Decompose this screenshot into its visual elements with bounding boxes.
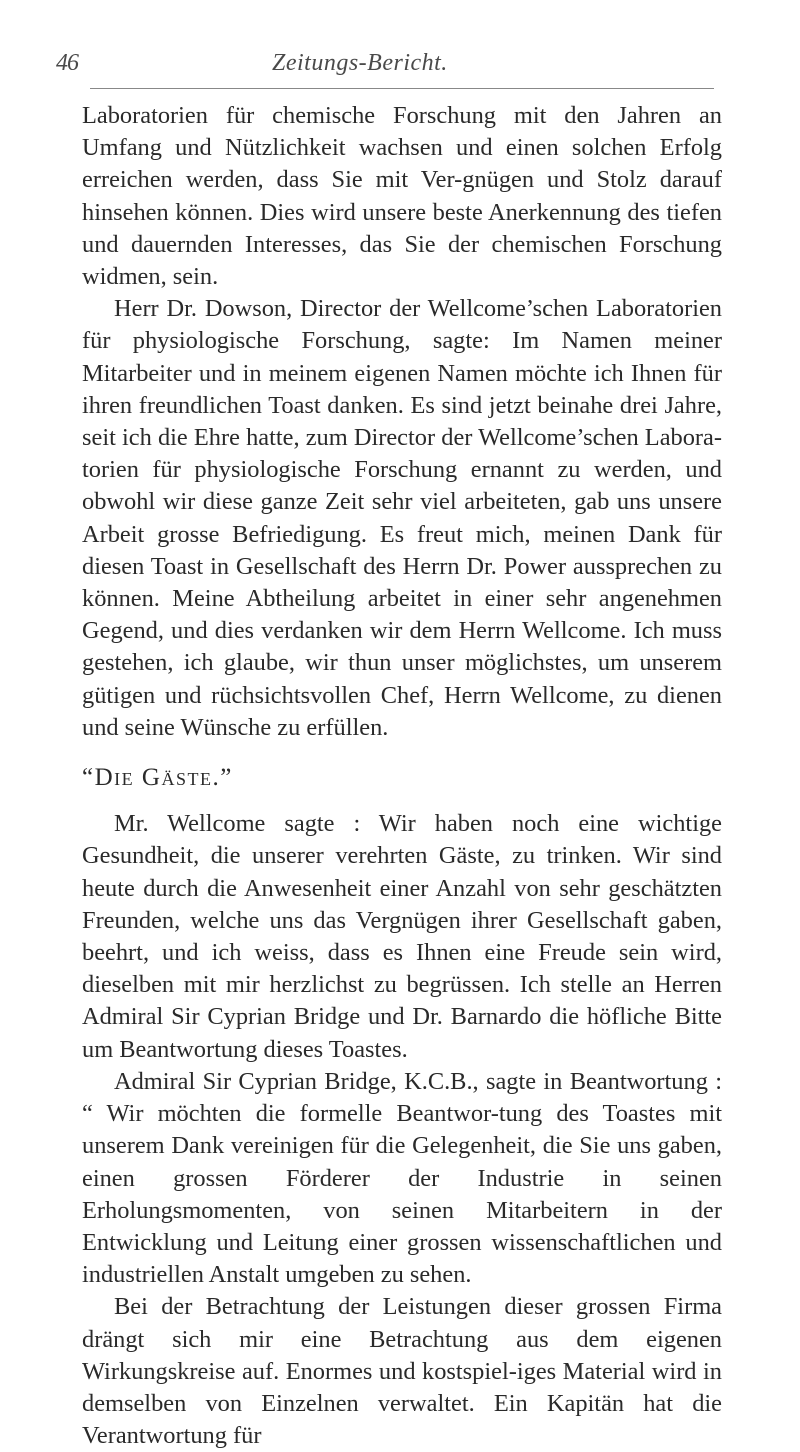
page-number: 46 <box>56 50 78 76</box>
paragraph-bridge: Admiral Sir Cyprian Bridge, K.C.B., sagte in Beantwortung : “ Wir möchten die formelle Beantwor-tung des Toastes mit unserem Dank vereinigen für die Gelegenheit, die Sie uns gaben, einen grossen Förderer der Industrie in seinen Erholungsmomenten, von seinen Mitarbeitern in der Entwicklung und Leitung einer grossen wissenschaftlichen und industriellen Anstalt umgeben zu sehen. <box>82 1067 722 1289</box>
body-text <box>82 100 722 1452</box>
page-header <box>52 50 736 84</box>
paragraph-wellcome: Mr. Wellcome sagte : Wir haben noch eine wichtige Gesundheit, die unserer verehrten Gäste, zu trinken. Wir sind heute durch die Anwesenheit einer Anzahl von sehr geschätzten Freunden, welche uns das Vergnügen ihrer Gesellschaft gaben, beehrt, und ich weiss, dass es Ihnen eine Freude sein wird, dieselben mit mir herzlichst zu begrüssen. Ich stelle an Herren Admiral Sir Cyprian Bridge und Dr. Barnardo die höfliche Bitte um Beantwortung dieses Toastes. <box>82 810 722 1063</box>
running-head: Zeitungs-Bericht. <box>272 50 448 76</box>
header-rule <box>90 88 714 89</box>
paragraph-betrachtung: Bei der Betrachtung der Leistungen dieser grossen Firma drängt sich mir eine Betrachtung aus dem eigenen Wirkungskreise auf. Enormes und kostspiel-iges Material wird in demselben von Einzelnen verwaltet. Ein Kapitän hat die Verantwortung für <box>82 1293 722 1450</box>
paragraph-dowson: Herr Dr. Dowson, Director der Wellcome’schen Laboratorien für physiologische Forschung, sagte: Im Namen meiner Mitarbeiter und in meinem eigenen Namen möchte ich Ihnen für ihren freundlichen Toast danken. Es sind jetzt beinahe drei Jahre, seit ich die Ehre hatte, zum Director der Wellcome’schen Labora-torien für physiologische Forschung ernannt zu werden, und obwohl wir diese ganze Zeit sehr viel arbeiteten, gab uns unsere Arbeit grosse Befriedigung. Es freut mich, meinen Dank für diesen Toast in Gesellschaft des Herrn Dr. Power aussprechen zu können. Meine Abtheilung arbeitet in einer sehr angenehmen Gegend, und dies verdanken wir dem Herrn Wellcome. Ich muss gestehen, ich glaube, wir thun unser möglichstes, um unserem gütigen und rüchsichtsvollen Chef, Herrn Wellcome, zu dienen und seine Wünsche zu erfüllen. <box>82 295 722 741</box>
paragraph-continued: Laboratorien für chemische Forschung mit den Jahren an Umfang und Nützlichkeit wachsen und einen solchen Erfolg erreichen werden, dass Sie mit Ver-gnügen und Stolz darauf hinsehen können. Dies wird unsere beste Anerkennung des tiefen und dauernden Interesses, das Sie der chemischen Forschung widmen, sein. <box>82 102 722 291</box>
section-heading: “Die Gäste.” <box>82 764 233 792</box>
